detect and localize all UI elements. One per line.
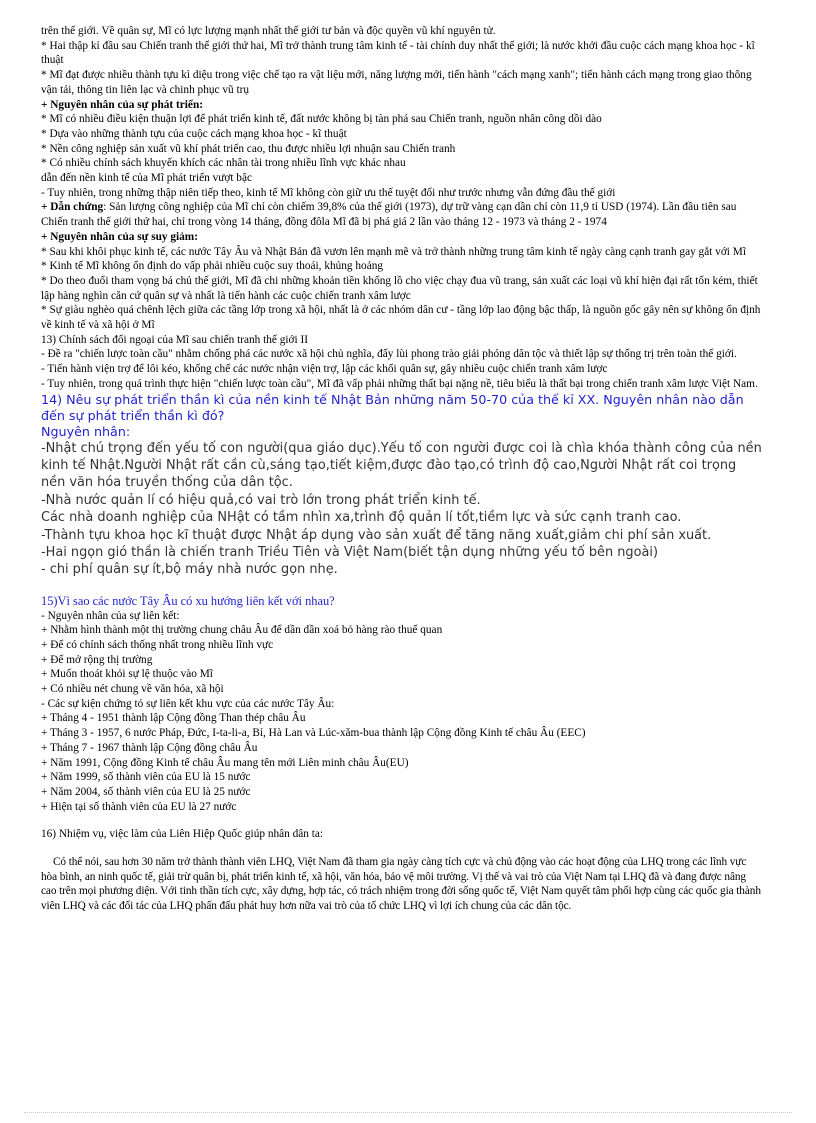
- list-item-cause-1: * Mĩ có nhiều điều kiện thuận lợi để phát triển kinh tế, đất nước không bị tàn phá sau Chiến tranh, nguồn nhân công dồi dào: [41, 113, 602, 126]
- answer-15-item-2: + Nhằm hình thành một thị trường chung châu Âu để dần dần xoá bỏ hàng rào thuế quan: [41, 624, 443, 637]
- paragraph-evidence: [41, 200, 763, 229]
- answer-15-item-7: - Các sự kiện chứng tỏ sự liên kết khu vực của các nước Tây Âu:: [41, 697, 335, 710]
- answer-14-item-6: - chi phí quân sự ít,bộ máy nhà nước gọn nhẹ.: [41, 562, 338, 578]
- answer-15-item-4: + Để mở rộng thị trường: [41, 653, 153, 666]
- document-page: [41, 24, 763, 914]
- answer-14-item-5: -Hai ngọn gió thần là chiến tranh Triều Tiên và Việt Nam(biết tận dụng những yếu tố bên ngoài): [41, 545, 658, 561]
- question-14-label: Nguyên nhân:: [41, 423, 131, 439]
- paragraph-however: - Tuy nhiên, trong những thập niên tiếp theo, kinh tế Mĩ không còn giữ ưu thế tuyệt đối như trước nhưng vẫn đứng đầu thế giới: [41, 186, 616, 199]
- page-bottom-divider: [24, 1112, 792, 1113]
- answer-15-item-6: + Có nhiều nét chung về văn hóa, xã hội: [41, 683, 224, 696]
- answer-14-item-3: Các nhà doanh nghiệp của NHật có tầm nhìn xa,trình độ quản lí tốt,tiềm lực và sức cạnh tranh cao.: [41, 510, 682, 526]
- answer-15-item-8: + Tháng 4 - 1951 thành lập Cộng đồng Than thép châu Âu: [41, 712, 306, 725]
- answer-15-item-5: + Muốn thoát khỏi sự lệ thuộc vào Mĩ: [41, 668, 213, 681]
- list-item-cause-2: * Dựa vào những thành tựu của cuộc cách mạng khoa học - kĩ thuật: [41, 127, 347, 140]
- question-13: 13) Chính sách đối ngoại của Mĩ sau chiến tranh thế giới II: [41, 333, 308, 346]
- answer-15-item-3: + Để có chính sách thống nhất trong nhiều lĩnh vực: [41, 638, 274, 651]
- answer-15-item-12: + Năm 1999, số thành viên của EU là 15 nước: [41, 771, 251, 784]
- list-item-decline-1: * Sau khi khôi phục kinh tế, các nước Tây Âu và Nhật Bản đã vươn lên mạnh mẽ và trở thành những trung tâm kinh tế ngày càng cạnh tranh gay gắt với Mĩ: [41, 245, 746, 258]
- question-15: 15)Vì sao các nước Tây Âu có xu hướng liên kết với nhau?: [41, 593, 335, 608]
- answer-14-item-4: -Thành tựu khoa học kĩ thuật được Nhật áp dụng vào sản xuất để tăng năng xuất,giảm chi phí sản xuất.: [41, 527, 712, 543]
- answer-16: Có thể nói, sau hơn 30 năm trở thành thành viên LHQ, Việt Nam đã tham gia ngày càng tích cực và chủ động vào các hoạt động của LHQ trong các lĩnh vực hòa bình, an ninh quốc tế, giải trừ quân bị, phát triển kinh tế, xã hội, văn hóa, bảo vệ môi trường. Vị thế và vai trò của Việt Nam tại LHQ đã và đang được nâng cao trên mọi phương diện. Với tinh thần tích cực, xây dựng, hợp tác, có trách nhiệm trong đời sống quốc tế, Việt Nam quyết tâm phối hợp cùng các quốc gia thành viên LHQ và các đối tác của LHQ phấn đấu phát huy hơn nữa vai trò của tổ chức LHQ vì lợi ích chung của các dân tộc.: [41, 856, 761, 913]
- evidence-label: + Dẫn chứng: [41, 201, 104, 214]
- list-item-decline-4: * Sự giàu nghèo quá chênh lệch giữa các tầng lớp trong xã hội, nhất là ở các nhóm dân cư - tầng lớp lao động bậc thấp, là nguồn gốc gây nên sự không ổn định về kinh tế và xã hội ở Mĩ: [41, 304, 761, 332]
- answer-15-item-11: + Năm 1991, Cộng đồng Kinh tế châu Âu mang tên mới Liên minh châu Âu(EU): [41, 756, 409, 769]
- answer-14-item-1: -Nhật chú trọng đến yếu tố con người(qua giáo dục).Yếu tố con người được coi là chìa khóa thành công của nền kinh tế Nhật.Người Nhật rất cần cù,sáng tạo,tiết kiệm,được đào tạo,có trình độ cao,Người Nhật rất coi trọng nền văn hóa truyền thống của dân tộc.: [41, 440, 762, 491]
- list-item-policy-3: - Tuy nhiên, trong quá trình thực hiện "chiến lược toàn cầu", Mĩ đã vấp phải những thất bại nặng nề, tiêu biểu là thất bại trong chiến tranh xâm lược Việt Nam.: [41, 377, 758, 390]
- list-item-decline-3: * Do theo đuổi tham vọng bá chủ thế giới, Mĩ đã chi những khoản tiền khổng lồ cho việc chạy đua vũ trang, sản xuất các loại vũ khí hiện đại rất tốn kém, thiết lập hàng nghìn căn cứ quân sự và nhất là tiến hành các cuộc chiến tranh xâm lược: [41, 274, 758, 302]
- answer-15-item-10: + Tháng 7 - 1967 thành lập Cộng đồng châu Âu: [41, 741, 258, 754]
- spacer: [41, 579, 763, 594]
- answer-15-item-14: + Hiện tại số thành viên của EU là 27 nước: [41, 800, 237, 813]
- heading-causes-of-decline: + Nguyên nhân của sự suy giảm:: [41, 230, 198, 243]
- paragraph-result: dẫn đến nền kinh tế của Mĩ phát triển vượt bậc: [41, 172, 252, 185]
- question-16: 16) Nhiệm vụ, việc làm của Liên Hiệp Quốc giúp nhân dân ta:: [41, 828, 324, 841]
- evidence-text: : Sản lượng công nghiệp của Mĩ chỉ còn chiếm 39,8% của thế giới (1973), dự trữ vàng cạn dần chỉ còn 11,9 tỉ USD (1974). Lần đầu tiên sau Chiến tranh thế giới thứ hai, chỉ trong vòng 14 tháng, đồng đôla Mĩ đã bị phá giá 2 lần vào tháng 12 - 1973 và tháng 2 - 1974: [41, 201, 737, 229]
- spacer: [41, 814, 763, 827]
- list-item-decline-2: * Kinh tế Mĩ không ổn định do vấp phải nhiều cuộc suy thoái, khủng hoảng: [41, 260, 384, 273]
- list-item-cause-4: * Có nhiều chính sách khuyến khích các nhân tài trong nhiều lĩnh vực khác nhau: [41, 157, 406, 170]
- spacer: [41, 842, 763, 855]
- list-item-policy-2: - Tiến hành viện trợ để lôi kéo, khống chế các nước nhận viện trợ, lập các khối quân sự, gây nhiều cuộc chiến tranh xâm lược: [41, 363, 608, 376]
- list-item-cause-3: * Nền công nghiệp sản xuất vũ khí phát triển cao, thu được nhiều lợi nhuận sau Chiến tranh: [41, 142, 456, 155]
- answer-15-item-9: + Tháng 3 - 1957, 6 nước Pháp, Đức, I-ta-li-a, Bỉ, Hà Lan và Lúc-xăm-bua thành lập Cộng đồng Kinh tế châu Âu (EEC): [41, 727, 586, 740]
- paragraph-us-achievements: * Mĩ đạt được nhiều thành tựu kì diệu trong việc chế tạo ra vật liệu mới, năng lượng mới, tiến hành "cách mạng xanh"; tiến hành cách mạng trong giao thông vận tải, thông tin liên lạc và chinh phục vũ trụ: [41, 69, 752, 96]
- question-14: 14) Nêu sự phát triển thần kì của nền kinh tế Nhật Bản những năm 50-70 của thế kỉ XX. Nguyên nhân nào dẫn đến sự phát triển thần kì đó?: [41, 391, 744, 423]
- answer-15-item-13: + Năm 2004, số thành viên của EU là 25 nước: [41, 785, 251, 798]
- answer-15-item-1: - Nguyên nhân của sự liên kết:: [41, 609, 180, 622]
- paragraph-us-military: trên thế giới. Về quân sự, Mĩ có lực lượng mạnh nhất thế giới tư bản và độc quyền vũ khí nguyên tử.: [41, 25, 496, 37]
- answer-14-item-2: -Nhà nước quản lí có hiệu quả,có vai trò lớn trong phát triển kinh tế.: [41, 492, 481, 508]
- list-item-policy-1: - Đề ra "chiến lược toàn cầu" nhằm chống phá các nước xã hội chủ nghĩa, đẩy lùi phong trào giải phóng dân tộc và thiết lập sự thống trị trên toàn thế giới.: [41, 348, 737, 361]
- heading-causes-of-development: + Nguyên nhân của sự phát triển:: [41, 98, 203, 111]
- paragraph-us-finance-center: * Hai thập kỉ đầu sau Chiến tranh thế giới thứ hai, Mĩ trở thành trung tâm kinh tế - tài chính duy nhất thế giới; là nước khởi đầu cuộc cách mạng khoa học - kĩ thuật: [41, 39, 755, 67]
